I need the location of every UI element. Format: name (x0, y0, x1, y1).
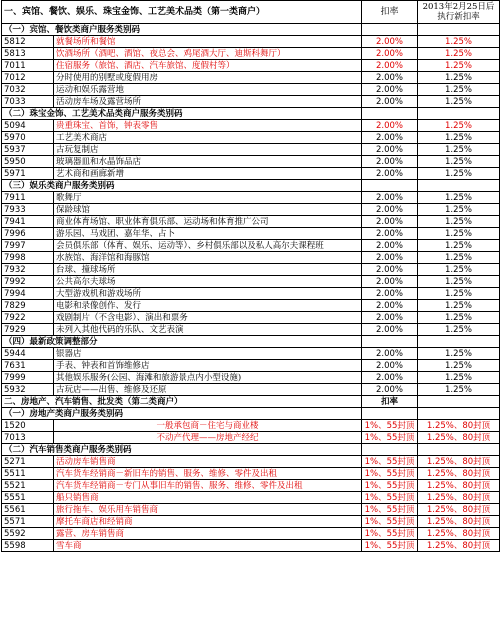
category-rate-label: 扣率 (362, 396, 418, 408)
merchant-code: 1520 (2, 420, 54, 432)
table-row (2, 252, 500, 264)
table-row (2, 204, 500, 216)
new-rate: 1.25% (418, 276, 500, 288)
current-rate: 2.00% (362, 348, 418, 360)
current-rate: 2.00% (362, 60, 418, 72)
table-row (2, 96, 500, 108)
new-rate: 1.25%、80封顶 (418, 480, 500, 492)
current-rate: 2.00% (362, 384, 418, 396)
table-row (2, 420, 500, 432)
section-blank-rate (362, 24, 418, 36)
new-rate: 1.25%、80封顶 (418, 420, 500, 432)
current-rate: 2.00% (362, 312, 418, 324)
table-row (2, 168, 500, 180)
current-rate: 2.00% (362, 96, 418, 108)
current-rate: 2.00% (362, 372, 418, 384)
merchant-code: 7013 (2, 432, 54, 444)
section-blank-new-rate (418, 408, 500, 420)
merchant-code: 7012 (2, 72, 54, 84)
table-row (2, 480, 500, 492)
section-header-row (2, 444, 500, 456)
merchant-code: 5551 (2, 492, 54, 504)
current-rate: 2.00% (362, 36, 418, 48)
table-row (2, 36, 500, 48)
current-rate: 2.00% (362, 228, 418, 240)
current-rate: 1%、55封顶 (362, 492, 418, 504)
table-row (2, 528, 500, 540)
new-rate: 1.25% (418, 144, 500, 156)
section-blank-rate (362, 108, 418, 120)
current-rate: 2.00% (362, 144, 418, 156)
new-rate: 1.25% (418, 48, 500, 60)
table-row (2, 84, 500, 96)
section-header-row (2, 24, 500, 36)
merchant-description: 古玩店——出售、维修及还原 (54, 384, 362, 396)
merchant-code: 5561 (2, 504, 54, 516)
new-rate: 1.25% (418, 348, 500, 360)
section-blank-new-rate (418, 108, 500, 120)
table-row (2, 360, 500, 372)
section-header-row (2, 108, 500, 120)
merchant-rate-table-body (2, 1, 500, 552)
new-rate: 1.25%、80封顶 (418, 456, 500, 468)
merchant-description: 游乐园、马戏团、嘉年华、占卜 (54, 228, 362, 240)
merchant-code: 7932 (2, 264, 54, 276)
merchant-code: 7933 (2, 204, 54, 216)
merchant-description: 玻璃器皿和水晶饰品店 (54, 156, 362, 168)
table-header-row (2, 1, 500, 24)
new-rate: 1.25% (418, 312, 500, 324)
table-row (2, 492, 500, 504)
merchant-code: 7996 (2, 228, 54, 240)
new-rate: 1.25% (418, 60, 500, 72)
current-rate: 1%、55封顶 (362, 456, 418, 468)
table-row (2, 192, 500, 204)
section-blank-new-rate (418, 444, 500, 456)
table-row (2, 456, 500, 468)
new-rate: 1.25% (418, 372, 500, 384)
table-row (2, 144, 500, 156)
table-row (2, 216, 500, 228)
new-rate: 1.25% (418, 360, 500, 372)
merchant-description: 工艺美术商店 (54, 132, 362, 144)
section-title: （一）宾馆、餐饮类商户服务类别码 (2, 24, 362, 36)
merchant-code: 5598 (2, 540, 54, 552)
merchant-code: 7997 (2, 240, 54, 252)
current-rate: 2.00% (362, 324, 418, 336)
new-rate: 1.25% (418, 300, 500, 312)
merchant-code: 7929 (2, 324, 54, 336)
merchant-description: 贵重珠宝、首饰，钟表零售 (54, 120, 362, 132)
merchant-description: 运动和娱乐露营地 (54, 84, 362, 96)
merchant-code: 5937 (2, 144, 54, 156)
current-rate: 2.00% (362, 252, 418, 264)
new-rate: 1.25% (418, 132, 500, 144)
merchant-code: 5813 (2, 48, 54, 60)
merchant-description: 就餐场所和餐馆 (54, 36, 362, 48)
merchant-code: 5950 (2, 156, 54, 168)
new-rate: 1.25% (418, 156, 500, 168)
table-row (2, 372, 500, 384)
merchant-code: 5571 (2, 516, 54, 528)
current-rate: 2.00% (362, 120, 418, 132)
merchant-description: 水族馆、海洋馆和海豚馆 (54, 252, 362, 264)
new-rate: 1.25%、80封顶 (418, 432, 500, 444)
section-header-row (2, 336, 500, 348)
new-rate: 1.25% (418, 252, 500, 264)
new-rate-column-header: 2013年2月25日后执行新扣率 (418, 1, 500, 24)
section-title: （三）娱乐类商户服务类别码 (2, 180, 362, 192)
table-title: 一、宾馆、餐饮、娱乐、珠宝金饰、工艺美术品类（第一类商户） (2, 1, 362, 24)
current-rate: 1%、55封顶 (362, 468, 418, 480)
merchant-code: 7999 (2, 372, 54, 384)
merchant-code: 5511 (2, 468, 54, 480)
rate-column-header: 扣率 (362, 1, 418, 24)
section-header-row (2, 180, 500, 192)
new-rate: 1.25% (418, 324, 500, 336)
merchant-description: 未列入其他代码的乐队、文艺表演 (54, 324, 362, 336)
table-row (2, 540, 500, 552)
new-rate: 1.25%、80封顶 (418, 468, 500, 480)
merchant-description: 活动房车场及露营场所 (54, 96, 362, 108)
table-row (2, 348, 500, 360)
current-rate: 2.00% (362, 264, 418, 276)
merchant-description: 饮酒场所（酒吧、酒馆、夜总会、鸡尾酒大厅、迪斯科舞厅） (54, 48, 362, 60)
current-rate: 2.00% (362, 204, 418, 216)
current-rate: 1%、55封顶 (362, 432, 418, 444)
table-row (2, 288, 500, 300)
current-rate: 2.00% (362, 84, 418, 96)
section-blank-new-rate (418, 180, 500, 192)
section-blank-rate (362, 336, 418, 348)
merchant-description: 电影和录像创作、发行 (54, 300, 362, 312)
table-row (2, 312, 500, 324)
current-rate: 2.00% (362, 132, 418, 144)
table-row (2, 264, 500, 276)
merchant-description: 大型游戏机和游戏场所 (54, 288, 362, 300)
merchant-description: 雪车商 (54, 540, 362, 552)
current-rate: 1%、55封顶 (362, 516, 418, 528)
merchant-description: 活动房车销售商 (54, 456, 362, 468)
merchant-code: 7033 (2, 96, 54, 108)
section-blank-new-rate (418, 24, 500, 36)
table-row (2, 120, 500, 132)
merchant-code: 7998 (2, 252, 54, 264)
merchant-code: 5521 (2, 480, 54, 492)
merchant-code: 5944 (2, 348, 54, 360)
current-rate: 2.00% (362, 276, 418, 288)
merchant-code: 5970 (2, 132, 54, 144)
table-row (2, 228, 500, 240)
new-rate: 1.25% (418, 216, 500, 228)
merchant-code: 7911 (2, 192, 54, 204)
new-rate: 1.25%、80封顶 (418, 540, 500, 552)
merchant-code: 7992 (2, 276, 54, 288)
merchant-description: 歌舞厅 (54, 192, 362, 204)
merchant-description: 汽车货车经销商－专门从事旧车的销售、服务、维修、零件及出租 (54, 480, 362, 492)
current-rate: 1%、55封顶 (362, 540, 418, 552)
merchant-description: 商业体育场馆、职业体育俱乐部、运动场和体育推广公司 (54, 216, 362, 228)
new-rate: 1.25% (418, 240, 500, 252)
table-row (2, 504, 500, 516)
table-row (2, 516, 500, 528)
new-rate: 1.25% (418, 168, 500, 180)
section-title: （四）最新政策调整部分 (2, 336, 362, 348)
current-rate: 1%、55封顶 (362, 504, 418, 516)
merchant-description: 其他娱乐服务(公园、海滩和旅游景点内小型设施) (54, 372, 362, 384)
current-rate: 2.00% (362, 300, 418, 312)
merchant-description: 不动产代理——房地产经纪 (54, 432, 362, 444)
new-rate: 1.25% (418, 72, 500, 84)
new-rate: 1.25%、80封顶 (418, 492, 500, 504)
section-header-row (2, 408, 500, 420)
table-row (2, 432, 500, 444)
category-title: 二、房地产、汽车销售、批发类（第二类商户） (2, 396, 362, 408)
new-rate: 1.25% (418, 96, 500, 108)
table-row (2, 72, 500, 84)
table-row (2, 468, 500, 480)
new-rate: 1.25% (418, 192, 500, 204)
merchant-code: 7994 (2, 288, 54, 300)
merchant-description: 汽车货车经销商－新旧车的销售、服务、维修、零件及出租 (54, 468, 362, 480)
table-row (2, 156, 500, 168)
new-rate: 1.25% (418, 288, 500, 300)
section-blank-rate (362, 180, 418, 192)
merchant-description: 银器店 (54, 348, 362, 360)
merchant-code: 5932 (2, 384, 54, 396)
merchant-description: 台球、撞球场所 (54, 264, 362, 276)
new-rate: 1.25% (418, 384, 500, 396)
new-rate: 1.25%、80封顶 (418, 504, 500, 516)
section-blank-rate (362, 408, 418, 420)
section-blank-new-rate (418, 336, 500, 348)
current-rate: 2.00% (362, 48, 418, 60)
merchant-description: 保龄球馆 (54, 204, 362, 216)
table-row (2, 300, 500, 312)
merchant-description: 船只销售商 (54, 492, 362, 504)
current-rate: 1%、55封顶 (362, 528, 418, 540)
merchant-description: 住宿服务（旅馆、酒店、汽车旅馆、度假村等） (54, 60, 362, 72)
new-rate: 1.25% (418, 84, 500, 96)
new-rate: 1.25% (418, 264, 500, 276)
table-row (2, 132, 500, 144)
merchant-description: 分时使用的别墅或度假用房 (54, 72, 362, 84)
current-rate: 2.00% (362, 168, 418, 180)
new-rate: 1.25%、80封顶 (418, 528, 500, 540)
table-row (2, 60, 500, 72)
merchant-description: 艺术商和画廊新增 (54, 168, 362, 180)
merchant-code: 7032 (2, 84, 54, 96)
merchant-description: 摩托车商店和经销商 (54, 516, 362, 528)
section-blank-rate (362, 444, 418, 456)
table-row (2, 276, 500, 288)
merchant-description: 古玩复制店 (54, 144, 362, 156)
current-rate: 2.00% (362, 240, 418, 252)
merchant-code: 7011 (2, 60, 54, 72)
merchant-code: 7941 (2, 216, 54, 228)
new-rate: 1.25% (418, 228, 500, 240)
merchant-rate-table (1, 0, 500, 552)
table-row (2, 384, 500, 396)
section-title: （二）珠宝金饰、工艺美术品类商户服务类别码 (2, 108, 362, 120)
table-row (2, 48, 500, 60)
current-rate: 1%、55封顶 (362, 480, 418, 492)
section-title: （一）房地产类商户服务类别码 (2, 408, 362, 420)
merchant-description: 公共高尔夫球场 (54, 276, 362, 288)
current-rate: 2.00% (362, 216, 418, 228)
current-rate: 2.00% (362, 156, 418, 168)
table-row (2, 240, 500, 252)
new-rate: 1.25% (418, 36, 500, 48)
merchant-description: 会员俱乐部（体育、娱乐、运动等）、乡村俱乐部以及私人高尔夫课程班 (54, 240, 362, 252)
merchant-code: 5812 (2, 36, 54, 48)
merchant-description: 旅行拖车、娱乐用车销售商 (54, 504, 362, 516)
table-row (2, 324, 500, 336)
new-rate: 1.25%、80封顶 (418, 516, 500, 528)
merchant-code: 5094 (2, 120, 54, 132)
merchant-code: 5592 (2, 528, 54, 540)
merchant-description: 一般承包商－住宅与商业楼 (54, 420, 362, 432)
merchant-code: 7631 (2, 360, 54, 372)
section-title: （二）汽车销售类商户服务类别码 (2, 444, 362, 456)
merchant-description: 手表、钟表和首饰维修店 (54, 360, 362, 372)
new-rate: 1.25% (418, 204, 500, 216)
category-blank-new-rate (418, 396, 500, 408)
merchant-code: 7829 (2, 300, 54, 312)
merchant-description: 戏剧制片（不含电影）、演出和票务 (54, 312, 362, 324)
merchant-code: 5271 (2, 456, 54, 468)
current-rate: 2.00% (362, 192, 418, 204)
current-rate: 1%、55封顶 (362, 420, 418, 432)
current-rate: 2.00% (362, 72, 418, 84)
current-rate: 2.00% (362, 360, 418, 372)
merchant-description: 露营、房车销售商 (54, 528, 362, 540)
new-rate: 1.25% (418, 120, 500, 132)
merchant-code: 5971 (2, 168, 54, 180)
category-header-row (2, 396, 500, 408)
current-rate: 2.00% (362, 288, 418, 300)
merchant-code: 7922 (2, 312, 54, 324)
